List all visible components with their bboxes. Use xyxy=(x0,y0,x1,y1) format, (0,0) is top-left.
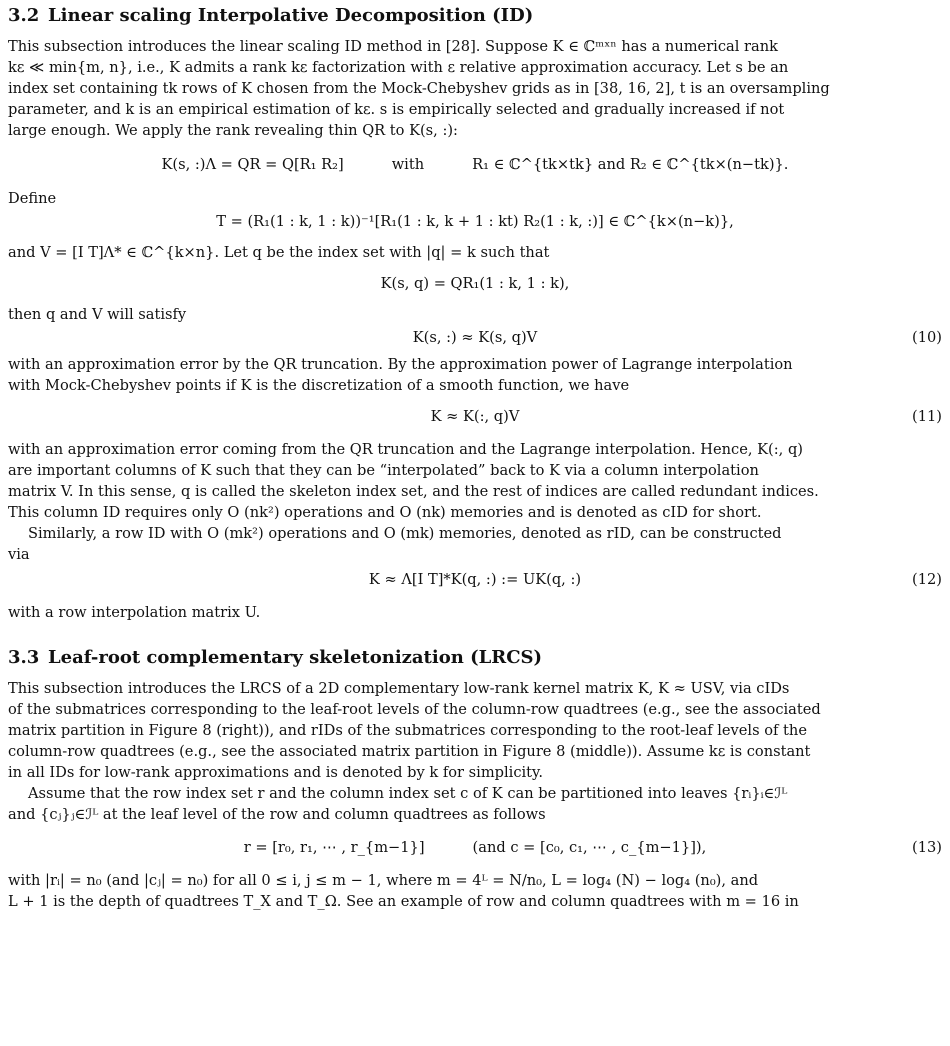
text-line: and {cⱼ}ⱼ∈ℐᴸ at the leaf level of the row and column quadtrees as follows xyxy=(8,806,546,823)
text-line: This subsection introduces the linear scaling ID method in [28]. Suppose K ∈ ℂᵐˣⁿ has a numerical rank xyxy=(8,38,778,55)
paragraph xyxy=(8,242,942,263)
equation-text: K(s, :)Λ = QR = Q[R₁ R₂] xyxy=(161,156,344,173)
paragraph xyxy=(8,783,942,825)
equation-12 xyxy=(8,569,942,590)
text-line: Similarly, a row ID with O (mk²) operations and O (mk) memories, denoted as rID, can be constructed xyxy=(28,525,782,542)
text-line: column-row quadtrees (e.g., see the associated matrix partition in Figure 8 (middle)). Assume kε is constant xyxy=(8,743,811,760)
equation-text: K(s, :) ≈ K(s, q)V xyxy=(412,329,538,346)
equation-text: with xyxy=(391,156,425,173)
text-line: in all IDs for low-rank approximations and is denoted by k for simplicity. xyxy=(8,764,543,781)
text-line: Define xyxy=(8,190,57,207)
equation-text: R₁ ∈ ℂ^{tk×tk} and R₂ ∈ ℂ^{tk×(n−tk)}. xyxy=(472,156,789,173)
equation-text: T = (R₁(1 : k, 1 : k))⁻¹[R₁(1 : k, k + 1 : kt) R₂(1 : k, :)] ∈ ℂ^{k×(n−k)}, xyxy=(216,213,734,230)
text-line: large enough. We apply the rank revealing thin QR to K(s, :): xyxy=(8,122,458,139)
paragraph xyxy=(8,870,942,912)
text-line: with an approximation error coming from the QR truncation and the Lagrange interpolation. Hence, K(:, q) xyxy=(8,441,803,458)
text-line: matrix partition in Figure 8 (right)), and rIDs of the submatrices corresponding to the root-leaf levels of the xyxy=(8,722,807,739)
equation-number: (11) xyxy=(912,408,942,425)
text-line: are important columns of K such that they can be “interpolated” back to K via a column interpolation xyxy=(8,462,759,479)
section-number: 3.3 xyxy=(8,647,40,668)
section-title: Linear scaling Interpolative Decomposition (ID) xyxy=(48,5,534,26)
equation-number: (10) xyxy=(912,329,942,346)
equation-text: K ≈ Λ[I T]*K(q, :) := UK(q, :) xyxy=(368,571,582,588)
equation-T xyxy=(8,211,942,232)
paragraph xyxy=(8,602,942,623)
paragraph xyxy=(8,678,942,783)
equation-number: (13) xyxy=(912,839,942,856)
paragraph xyxy=(8,304,942,325)
text-line: L + 1 is the depth of quadtrees T_X and T_Ω. See an example of row and column quadtrees with m = 16 in xyxy=(8,893,799,910)
equation-qr xyxy=(8,154,942,175)
text-line: then q and V will satisfy xyxy=(8,306,187,323)
section-number: 3.2 xyxy=(8,5,40,26)
equation-text: K(s, q) = QR₁(1 : k, 1 : k), xyxy=(380,275,570,292)
text-line: via xyxy=(8,546,30,563)
text-line: index set containing tk rows of K chosen from the Mock-Chebyshev grids as in [38, 16, 2], t is an oversampling xyxy=(8,80,830,97)
text-line: Assume that the row index set r and the column index set c of K can be partitioned into leaves {rᵢ}ᵢ∈ℐᴸ xyxy=(28,785,788,802)
text-line: with a row interpolation matrix U. xyxy=(8,604,261,621)
text-line: This subsection introduces the LRCS of a 2D complementary low-rank kernel matrix K, K ≈ USV, via cIDs xyxy=(8,680,790,697)
equation-Ksq xyxy=(8,273,942,294)
paragraph xyxy=(8,188,942,209)
equation-13 xyxy=(8,837,942,858)
paragraph xyxy=(8,523,942,565)
equation-11 xyxy=(8,406,942,427)
equation-text: K ≈ K(:, q)V xyxy=(430,408,520,425)
text-line: matrix V. In this sense, q is called the skeleton index set, and the rest of indices are called redundant indices. xyxy=(8,483,819,500)
paper-page xyxy=(8,0,942,912)
equation-text: r = [r₀, r₁, ⋯ , r_{m−1}] xyxy=(243,839,425,856)
text-line: parameter, and k is an empirical estimation of kε. s is empirically selected and gradually increased if not xyxy=(8,101,785,118)
section-heading xyxy=(8,0,942,28)
text-line: with Mock-Chebyshev points if K is the discretization of a smooth function, we have xyxy=(8,377,630,394)
text-line: with |rᵢ| = n₀ (and |cⱼ| = n₀) for all 0 ≤ i, j ≤ m − 1, where m = 4ᴸ = N/n₀, L = log₄ (N) − log₄ (n₀), and xyxy=(8,872,759,889)
equation-text: (and c = [c₀, c₁, ⋯ , c_{m−1}]), xyxy=(472,839,707,856)
text-line: with an approximation error by the QR truncation. By the approximation power of Lagrange interpolation xyxy=(8,356,793,373)
paragraph xyxy=(8,36,942,141)
text-line: of the submatrices corresponding to the leaf-root levels of the column-row quadtrees (e.g., see the associated xyxy=(8,701,821,718)
text-line: This column ID requires only O (nk²) operations and O (nk) memories and is denoted as cID for short. xyxy=(8,504,762,521)
section-heading xyxy=(8,646,942,670)
paragraph xyxy=(8,354,942,396)
text-line: kε ≪ min{m, n}, i.e., K admits a rank kε factorization with ε relative approximation accuracy. Let s be an xyxy=(8,59,789,76)
section-title: Leaf-root complementary skeletonization (LRCS) xyxy=(48,647,543,668)
equation-10 xyxy=(8,327,942,348)
text-line: and V = [I T]Λ* ∈ ℂ^{k×n}. Let q be the index set with |q| = k such that xyxy=(8,244,550,261)
equation-number: (12) xyxy=(912,571,942,588)
paragraph xyxy=(8,439,942,523)
